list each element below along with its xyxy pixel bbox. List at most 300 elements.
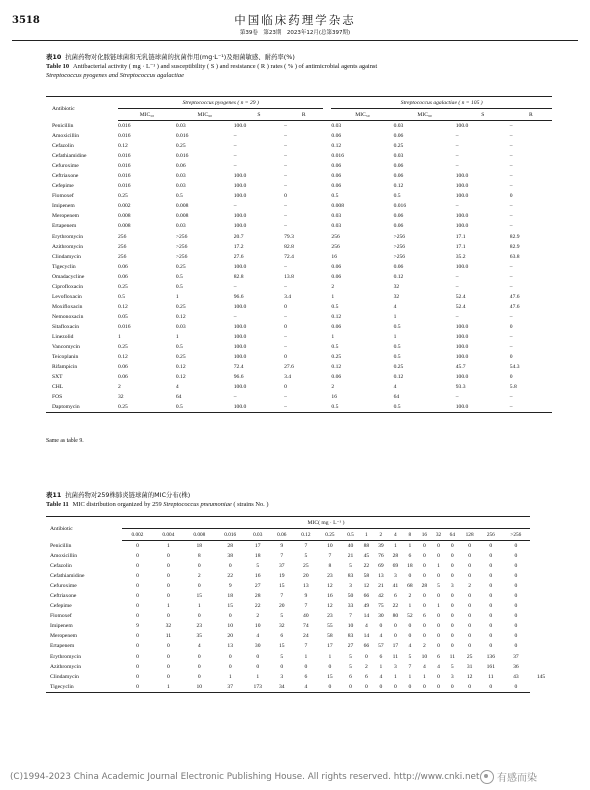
table-cell: 74	[303, 623, 309, 630]
table-cell: 1	[175, 334, 179, 340]
spacer-cell	[323, 362, 331, 372]
table-cell: 1	[408, 603, 412, 610]
table-cell: 0.5	[393, 193, 401, 200]
table-cell: 0	[166, 553, 170, 560]
table-cell: 4	[437, 663, 440, 670]
group-s-agalactiae: Streptococcus agalactiae ( n = 105 )	[331, 97, 552, 109]
spacer-cell	[323, 131, 331, 141]
table-cell: 5	[349, 663, 352, 670]
table-cell: 0	[514, 633, 518, 640]
table-cell: 72.4	[284, 253, 294, 260]
table-cell: 0	[364, 653, 368, 660]
table-cell: 16	[254, 573, 261, 580]
table-cell: –	[284, 163, 287, 170]
table-cell: 5	[304, 553, 308, 560]
table-cell: 0.016	[118, 123, 131, 130]
table-cell: –	[284, 223, 287, 230]
table-cell: 0	[509, 374, 513, 381]
table-cell: 15	[278, 583, 285, 590]
table-cell: 161	[486, 663, 495, 670]
spacer-cell	[323, 402, 331, 413]
table-cell: 0.25	[175, 143, 186, 150]
table-cell: 10	[254, 623, 261, 630]
table-cell: 0.06	[118, 364, 128, 371]
table-cell: 0	[284, 323, 287, 330]
table-cell: 31	[466, 663, 473, 670]
table-cell: 3	[393, 573, 397, 580]
table-cell: 21	[347, 553, 354, 560]
table-cell: 256	[118, 253, 127, 260]
table-cell: –	[509, 313, 513, 320]
running-header	[12, 12, 578, 38]
table-cell: –	[455, 143, 459, 150]
spacer-cell	[323, 109, 331, 121]
table-row	[46, 312, 552, 322]
table-cell: –	[233, 283, 237, 290]
table-cell: 0	[450, 563, 454, 570]
table-cell: 88	[363, 543, 370, 550]
table-cell: 32	[393, 283, 400, 290]
table-cell: 10	[184, 682, 215, 693]
table-cell: 1	[379, 663, 383, 670]
table-cell: 0	[422, 633, 426, 640]
antibiotic-name: Cefuroxime	[50, 583, 77, 590]
table-cell: 12	[363, 583, 370, 590]
table-cell: 0	[445, 682, 459, 693]
table-cell: 0	[480, 682, 502, 693]
table-cell: 13	[303, 583, 309, 590]
table-cell: –	[233, 133, 237, 140]
table-cell: 0.5	[393, 344, 401, 351]
table-cell: 15	[227, 603, 234, 610]
table-cell: 10	[421, 653, 428, 660]
table-cell: 0.06	[393, 263, 404, 270]
table-cell: 0	[450, 643, 454, 650]
table-cell: 100.0	[455, 223, 469, 230]
table-cell: 0.06	[393, 223, 404, 230]
table-cell: 23	[327, 573, 333, 580]
table-cell: –	[509, 133, 513, 140]
table-cell: 0	[280, 663, 284, 670]
table-cell: 9	[280, 543, 284, 550]
table-cell: –	[284, 394, 287, 401]
table-cell: 23	[327, 613, 333, 620]
table-cell: 82.8	[284, 243, 294, 250]
table-cell: 136	[486, 653, 495, 660]
table-row	[46, 631, 552, 641]
table-cell: 0	[422, 603, 426, 610]
table-cell: 0	[374, 682, 389, 693]
table-cell: 5	[349, 563, 352, 570]
table-cell: 0.06	[393, 213, 404, 220]
table-cell: 0	[166, 563, 170, 570]
table-row	[46, 372, 552, 382]
table-cell: 0.12	[118, 303, 128, 310]
spacer-cell	[323, 302, 331, 312]
table-cell: 0	[256, 653, 260, 660]
table-cell: 15	[196, 593, 203, 600]
table-cell: 0	[122, 682, 153, 693]
table-cell: 11	[449, 653, 456, 660]
table-cell: 0	[489, 593, 493, 600]
table-cell: –	[284, 313, 287, 320]
table-cell: 22	[363, 563, 370, 570]
table-cell: 0.03	[393, 123, 404, 130]
table-cell: 5	[256, 563, 260, 570]
mic-value-13: 16	[417, 529, 432, 541]
table-cell: 0.5	[175, 283, 183, 290]
table-cell: 45.7	[455, 364, 466, 371]
table-cell: >256	[175, 233, 188, 240]
table-cell: 0	[437, 633, 440, 640]
antibiotic-name: Meropenem	[52, 213, 80, 220]
table-cell: 0.016	[118, 153, 131, 160]
table-cell: 0.016	[118, 173, 131, 180]
table-cell: 27	[347, 643, 354, 650]
table-cell: 37	[278, 563, 285, 570]
table-cell: 0.12	[331, 364, 342, 371]
table-cell: 4	[364, 623, 368, 630]
table-cell: 6	[349, 673, 352, 680]
table-cell: 100.0	[455, 334, 469, 340]
table-cell: 63.8	[509, 253, 520, 260]
table-cell: 0.016	[118, 133, 131, 140]
table-cell: –	[455, 153, 459, 160]
table-cell: 3	[349, 583, 352, 590]
table-cell: 2	[331, 283, 335, 290]
table-cell: 0	[450, 573, 454, 580]
table-cell: 0	[514, 603, 518, 610]
table-cell: 9	[136, 623, 139, 630]
table-cell: 0	[136, 563, 139, 570]
table-cell: 0.5	[393, 354, 401, 361]
table-cell: 0	[468, 563, 472, 570]
table-cell: 83	[347, 633, 354, 640]
table-cell: 2	[197, 573, 201, 580]
spacer-cell	[323, 201, 331, 211]
spacer-cell	[323, 151, 331, 161]
table-cell: 0	[509, 193, 513, 200]
table-cell: 19	[278, 573, 285, 580]
table-cell: 0	[422, 563, 426, 570]
table-cell: 18	[227, 593, 234, 600]
table-cell: 0.016	[118, 163, 131, 170]
antibiotic-name: Cefazolin	[52, 143, 74, 150]
table-row	[46, 181, 552, 191]
table11-caption	[46, 491, 550, 509]
table-cell: 0	[136, 593, 139, 600]
antibiotic-name: Moxifloxacin	[52, 303, 83, 310]
table-cell: 52	[407, 613, 413, 620]
table-cell: 66	[363, 593, 370, 600]
antibiotic-name: Imipenem	[50, 623, 73, 630]
antibiotic-name: Clindamycin	[50, 673, 79, 680]
table-cell: 0	[450, 603, 454, 610]
table-cell: 100.0	[455, 344, 469, 351]
copyright-footer: (C)1994-2023 China Academic Journal Electronic Publishing House. All rights reserved. http://www.cnki.net	[10, 772, 480, 782]
table-cell: 13.8	[284, 273, 294, 280]
table-cell: 100.0	[234, 402, 284, 413]
subheader-4: MIC₅₀	[331, 109, 393, 121]
table-row	[46, 382, 552, 392]
table-row	[46, 571, 552, 581]
table-cell: 22	[254, 603, 261, 610]
table-cell: 6	[422, 613, 426, 620]
table-cell: 2	[256, 613, 260, 620]
table-row	[46, 302, 552, 312]
table11-title-en: Table 11 MIC distribution organized by 259 Streptococcus pneumoniae ( strains No. )	[46, 501, 269, 508]
spacer-cell	[323, 312, 331, 322]
table-cell: 11	[488, 673, 494, 680]
table-cell: 0	[432, 682, 446, 693]
table-cell: 2	[408, 593, 412, 600]
table-row	[46, 292, 552, 302]
table-row	[46, 322, 552, 332]
table-cell: 6	[304, 673, 308, 680]
table-cell: 0	[136, 643, 139, 650]
table-cell: 0.25	[118, 344, 128, 351]
table-cell: 100.0	[233, 193, 247, 200]
table-cell: 4	[393, 303, 397, 310]
table-cell: 5	[437, 583, 440, 590]
table-cell: 17.1	[455, 243, 466, 250]
table-row	[46, 561, 552, 571]
table-cell: 10	[227, 623, 234, 630]
antibiotic-name: Azithromycin	[52, 243, 84, 250]
table-cell: 0	[197, 563, 201, 570]
table-cell: –	[509, 334, 513, 340]
table-cell: 11	[392, 653, 399, 660]
table-cell: 5	[450, 663, 454, 670]
table-cell: 1	[437, 563, 440, 570]
table-cell: 0	[228, 613, 232, 620]
table10-caption	[46, 53, 550, 80]
table10-note: Same as table 9.	[46, 438, 84, 444]
spacer-cell	[323, 211, 331, 221]
table-cell: –	[284, 183, 287, 190]
antibiotic-name: Cefathiamidine	[52, 153, 87, 160]
table-cell: 50	[347, 593, 354, 600]
table-cell: 8	[197, 553, 201, 560]
spacer-cell	[323, 232, 331, 242]
table-cell: 96.6	[233, 374, 244, 381]
table-cell: 0.016	[118, 183, 131, 190]
table-cell: 1	[437, 603, 440, 610]
table-cell: 0	[489, 633, 493, 640]
mic-value-5: 0.06	[270, 529, 294, 541]
spacer-cell	[323, 262, 331, 272]
table-cell: 0	[197, 663, 201, 670]
table-cell: –	[510, 402, 552, 413]
table-cell: 0	[197, 673, 201, 680]
table-cell: 3	[450, 583, 454, 590]
table-cell: 0	[514, 623, 518, 630]
table-cell: 0.06	[331, 173, 342, 180]
table-row	[46, 402, 552, 413]
spacer-cell	[323, 332, 331, 342]
table-row	[46, 541, 552, 552]
table-cell: 12	[327, 603, 333, 610]
table-cell: 24	[303, 633, 309, 640]
table-cell: 37	[513, 653, 519, 660]
mic-value-15: 64	[445, 529, 459, 541]
table-cell: 0.5	[331, 344, 339, 351]
table-cell: –	[455, 133, 459, 140]
table-cell: 4	[393, 384, 397, 391]
spacer-cell	[323, 292, 331, 302]
table-cell: 0	[422, 573, 426, 580]
table-cell: 0.5	[175, 344, 183, 351]
table-cell: 0	[408, 623, 412, 630]
mic-value-10: 2	[374, 529, 389, 541]
table-cell: 28	[392, 553, 399, 560]
table-cell: 1	[228, 673, 232, 680]
table-cell: 68	[407, 583, 413, 590]
table-cell: 72.4	[233, 364, 244, 371]
table-cell: 1	[166, 603, 170, 610]
antibiotic-name: Cefepime	[52, 183, 74, 190]
antibiotic-name: Cefathiamidine	[50, 573, 85, 580]
table-cell: –	[509, 213, 513, 220]
table-cell: 6	[393, 593, 397, 600]
table-cell: 0.008	[118, 223, 131, 230]
table-cell: –	[284, 344, 287, 351]
table-cell: 0.5	[175, 193, 183, 200]
table-cell: 0.03	[175, 183, 186, 190]
table-cell: 47.6	[509, 303, 520, 310]
table-cell: 0	[422, 543, 426, 550]
spacer-cell	[323, 221, 331, 231]
table-cell: 18	[254, 553, 261, 560]
table-cell: 0	[468, 543, 472, 550]
table-cell: 100.0	[233, 323, 247, 330]
table-cell: 0	[318, 682, 342, 693]
table-row	[46, 131, 552, 141]
table-cell: 0	[136, 553, 139, 560]
journal-title: 中国临床药理学杂志	[234, 13, 356, 27]
table-row	[46, 551, 552, 561]
table-cell: –	[509, 163, 513, 170]
table-row	[46, 392, 552, 402]
table-cell: 0	[328, 663, 332, 670]
table-row	[46, 242, 552, 252]
table-cell: 0	[502, 682, 530, 693]
table-cell: 0.06	[175, 163, 186, 170]
spacer-cell	[323, 382, 331, 392]
table-cell: 0.06	[331, 263, 342, 270]
page-number: 3518	[12, 15, 40, 26]
mic-value-1: 0.004	[153, 529, 184, 541]
table-cell: 35	[196, 633, 203, 640]
table-cell: 0	[228, 663, 232, 670]
antibiotic-name: FOS	[52, 394, 63, 401]
table-cell: 0	[489, 643, 493, 650]
table-cell: –	[509, 173, 513, 180]
subheader-5: MIC₉₀	[394, 109, 456, 121]
table-cell: 17	[392, 643, 399, 650]
table-cell: 4	[379, 673, 383, 680]
table-cell: –	[284, 173, 287, 180]
table-cell: 0	[197, 583, 201, 590]
table-cell: 3	[280, 673, 284, 680]
table-cell: 0.03	[331, 223, 342, 230]
table-cell: 2	[118, 384, 121, 391]
table-cell: 0	[450, 633, 454, 640]
table-cell: 82.8	[233, 273, 244, 280]
antibiotic-name: Daptomycin	[46, 402, 118, 413]
table-cell: 0	[359, 682, 374, 693]
table-cell: 5	[280, 653, 284, 660]
table11	[46, 516, 552, 693]
table-cell: –	[455, 394, 459, 401]
table-cell: 1	[153, 682, 184, 693]
table-cell: 1	[118, 334, 121, 340]
table-cell: 17.2	[233, 243, 244, 250]
table-cell: 0	[408, 573, 412, 580]
table-cell: –	[509, 203, 513, 210]
table-cell: 47.6	[509, 293, 520, 300]
antibiotic-name: Ceftriaxone	[50, 593, 77, 600]
antibiotic-name: Cefuroxime	[52, 163, 79, 170]
spacer-cell	[323, 181, 331, 191]
table-cell: –	[284, 402, 323, 413]
table-cell: 0	[514, 613, 518, 620]
table-cell: 3	[393, 663, 397, 670]
table-cell: 5.8	[509, 384, 517, 391]
table-cell: 28	[227, 543, 234, 550]
table-row	[46, 191, 552, 201]
table-cell: 0.06	[118, 273, 128, 280]
table10-title-en: Table 10 Antibacterial activity ( mg · L⁻¹ ) and susceptibility ( S ) and resistance ( R ) rates ( % ) of antimicrobial agents against	[46, 63, 378, 70]
table-cell: 0	[437, 673, 440, 680]
table-cell: 14	[363, 613, 370, 620]
table-cell: 0	[489, 543, 493, 550]
table-cell: 82.9	[509, 233, 520, 240]
table-cell: 0.25	[393, 143, 404, 150]
table-cell: >256	[393, 253, 406, 260]
table-cell: 0	[393, 633, 397, 640]
table-cell: 69	[378, 563, 384, 570]
table-cell: 100.0	[455, 374, 469, 381]
table-cell: 42	[378, 593, 384, 600]
table-cell: 0.12	[331, 313, 342, 320]
table-cell: 2	[364, 663, 368, 670]
table-cell: 25	[303, 563, 309, 570]
table-cell: 39	[378, 543, 384, 550]
table-cell: 0	[437, 553, 440, 560]
table-cell: 0.008	[118, 213, 131, 220]
table-cell: 0	[489, 573, 493, 580]
table-cell: 8	[328, 563, 332, 570]
table-cell: 1	[331, 293, 335, 300]
table-cell: 10	[347, 623, 354, 630]
table-cell: 256	[331, 243, 340, 250]
table-cell: 0	[514, 543, 518, 550]
table-cell: 100.0	[233, 263, 247, 270]
table-cell: 0.016	[175, 153, 189, 160]
table-cell: 100.0	[233, 344, 247, 351]
table-cell: –	[284, 143, 287, 150]
antibiotic-name: Amoxicillin	[50, 553, 78, 560]
subheader-7: R	[510, 109, 552, 121]
table-cell: 0.016	[393, 203, 407, 210]
table-cell: 0.5	[331, 193, 339, 200]
mic-value-11: 4	[388, 529, 403, 541]
table-cell: 0.03	[175, 323, 186, 330]
table-cell: 11	[165, 633, 172, 640]
table-row	[46, 621, 552, 631]
table-cell: 0.05	[118, 313, 128, 320]
